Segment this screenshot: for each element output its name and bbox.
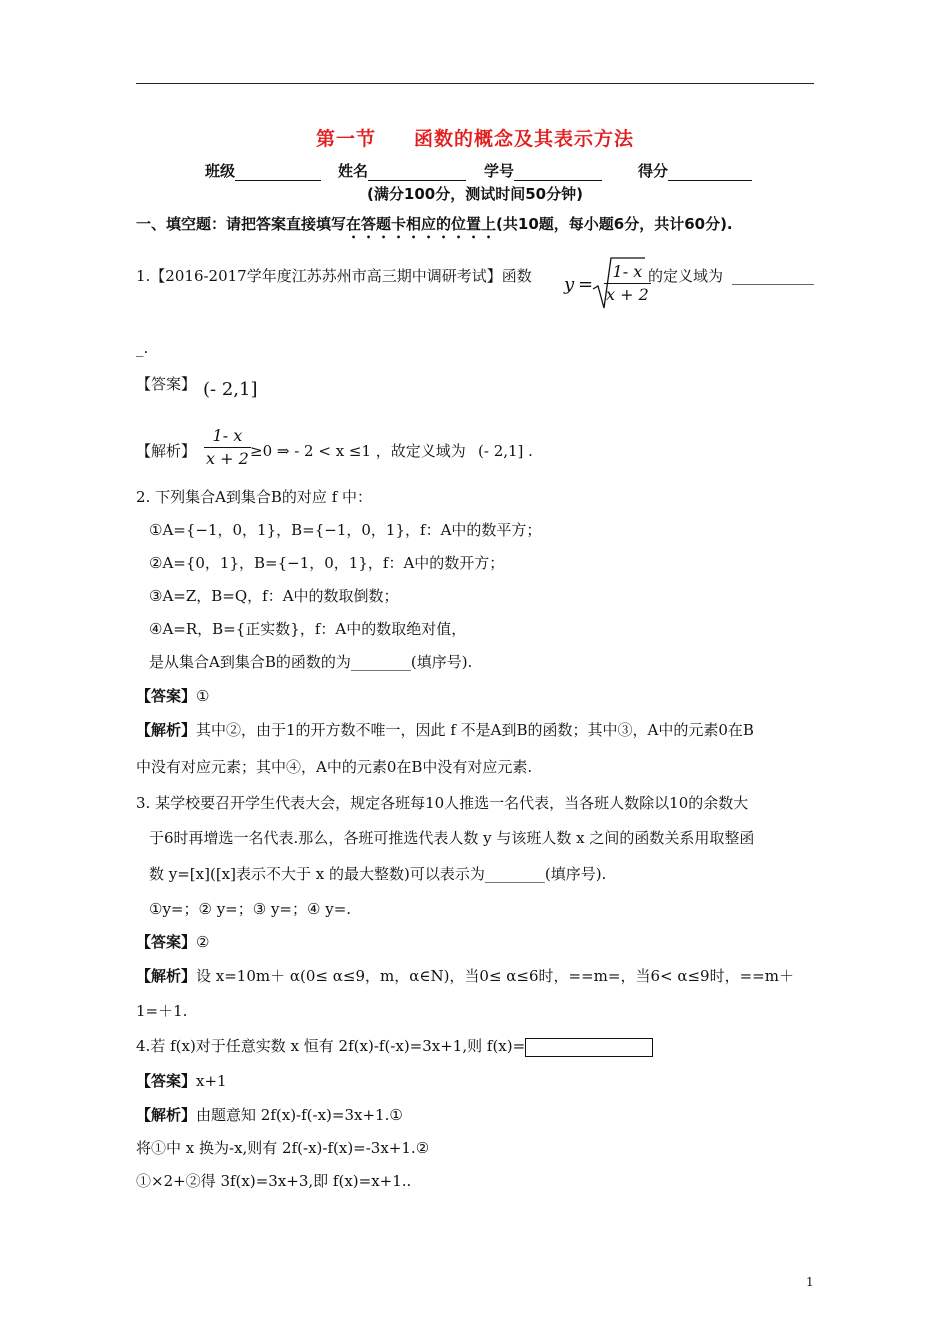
q2-tail: 是从集合A到集合B的函数的为________(填序号).: [149, 653, 473, 671]
q4-answer-box[interactable]: [525, 1038, 653, 1057]
q2-analysis-line1: 其中②，由于1的开方数不唯一，因此 f 不是A到B的函数；其中③，A中的元素0在B: [196, 721, 754, 739]
q2-analysis-line2: 中没有对应元素；其中④，A中的元素0在B中没有对应元素.: [136, 758, 533, 776]
q2-analysis-row: 【解析】其中②，由于1的开方数不唯一，因此 f 不是A到B的函数；其中③，A中的元素0在B: [136, 721, 754, 739]
q4-stem-row: [136, 1036, 653, 1057]
page-number: 1: [806, 1275, 814, 1289]
q1-answer-blank[interactable]: [732, 284, 814, 285]
q1-fn-y: y: [564, 274, 575, 295]
header-rule: [136, 83, 814, 84]
name-field: 姓名: [338, 160, 466, 181]
id-blank[interactable]: [514, 164, 602, 181]
q3-line3: 数 y=[x]([x]表示不大于 x 的最大整数)可以表示为________(填序号).: [149, 865, 607, 883]
class-field: 班级: [205, 160, 321, 181]
q3-analysis-line1: 设 x=10m＋ α(0≤ α≤9，m，α∈N)，当0≤ α≤6时，==m=，当6< α≤9时，==m＋: [196, 967, 794, 985]
title-section: 第一节: [315, 128, 376, 150]
id-field: 学号: [484, 160, 602, 181]
q3-line1: 3. 某学校要召开学生代表大会，规定各班每10人推选一名代表，当各班人数除以10的余数大: [136, 794, 749, 812]
page-title: [0, 124, 950, 151]
q1-answer: (- 2,1]: [203, 379, 258, 400]
q2-answer-row: 【答案】①: [136, 687, 210, 705]
q2-option-2: ②A={0，1}，B={−1，0，1}，f：A中的数开方；: [149, 554, 505, 572]
q1-analysis-label: 【解析】: [136, 442, 197, 460]
q4-analysis-line2: 将①中 x 换为-x,则有 2f(-x)-f(x)=-3x+1.②: [136, 1139, 430, 1157]
q1-fn-eq: =: [578, 274, 594, 295]
q2-stem: 2. 下列集合A到集合B的对应 f 中：: [136, 488, 373, 506]
title-topic: 函数的概念及其表示方法: [414, 128, 635, 150]
q3-answer-row: 【答案】②: [136, 933, 210, 951]
q4-analysis-row: 【解析】由题意知 2f(x)-f(-x)=3x+1.①: [136, 1106, 403, 1124]
q3-analysis-row: 【解析】设 x=10m＋ α(0≤ α≤9，m，α∈N)，当0≤ α≤6时，==m=，当6< α≤9时，==m＋: [136, 967, 794, 985]
q1-analysis-fraction: $\frac{1- x}{x + 2}$: [206, 426, 249, 468]
score-field: 得分: [638, 160, 752, 181]
class-blank[interactable]: [235, 164, 321, 181]
score-blank[interactable]: [668, 164, 752, 181]
q2-answer: ①: [196, 687, 210, 705]
q1-fraction: $\frac{1- x}{x + 2}$: [606, 262, 649, 304]
name-blank[interactable]: [368, 164, 466, 181]
q3-answer: ②: [196, 933, 210, 951]
q4-stem: 4.若 f(x)对于任意实数 x 恒有 2f(x)-f(-x)=3x+1,则 f(x)=: [136, 1037, 526, 1055]
q1-blank-tail: _.: [136, 339, 149, 357]
q4-analysis-line3: ①×2+②得 3f(x)=3x+3,即 f(x)=x+1..: [136, 1172, 412, 1190]
q3-analysis-line2: 1=＋1.: [136, 1002, 188, 1020]
q4-analysis-line1: 由题意知 2f(x)-f(-x)=3x+1.①: [196, 1106, 403, 1124]
q1-analysis-rest: ≥0 ⇒ - 2 < x ≤1 ，故定义域为: [250, 442, 466, 460]
section-heading: 一、填空题：请把答案直接填写在答题卡相应的位置上(共10题，每小题6分，共计60分).: [136, 215, 733, 233]
q3-options: ①y=；② y=；③ y=；④ y=.: [149, 900, 352, 918]
q4-answer: x+1: [196, 1072, 227, 1090]
q3-line2: 于6时再增选一名代表.那么，各班可推选代表人数 y 与该班人数 x 之间的函数关系用取整函: [149, 829, 755, 847]
exam-info: (满分100分，测试时间50分钟): [367, 185, 583, 203]
q2-option-3: ③A=Z，B=Q，f：A中的数取倒数；: [149, 587, 399, 605]
q2-option-1: ①A={−1，0，1}，B={−1，0，1}，f：A中的数平方；: [149, 521, 542, 539]
q1-answer-label: 【答案】: [136, 375, 197, 393]
q1-prefix: 1.【2016-2017学年度江苏苏州市高三期中调研考试】函数: [136, 267, 532, 285]
q1-analysis-result: (- 2,1] .: [478, 442, 533, 460]
emphasis-text: 在答题卡相应的位置上: [346, 215, 497, 233]
q4-answer-row: 【答案】x+1: [136, 1072, 227, 1090]
q1-suffix: 的定义域为: [648, 267, 724, 285]
q2-option-4: ④A=R，B={正实数}，f：A中的数取绝对值，: [149, 620, 467, 638]
